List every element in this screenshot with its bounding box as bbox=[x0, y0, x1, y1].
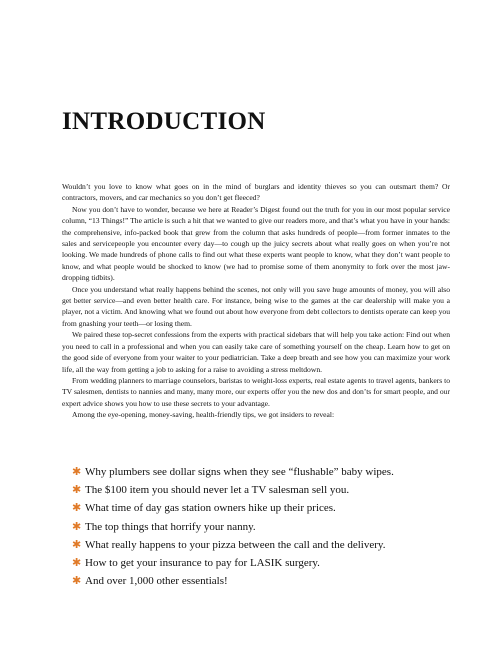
list-item-text: The top things that horrify your nanny. bbox=[85, 520, 256, 533]
list-item-text: What time of day gas station owners hike up their prices. bbox=[85, 502, 336, 515]
asterisk-star-icon: ✱ bbox=[72, 465, 82, 478]
asterisk-star-icon: ✱ bbox=[72, 574, 82, 588]
asterisk-star-icon: ✱ bbox=[72, 501, 82, 515]
asterisk-star-icon: ✱ bbox=[72, 537, 82, 551]
paragraph: Wouldn’t you love to know what goes on in the mind of burglars and identity thieves so you can outsmart them? Or contractors, movers, and car mechanics so you don’t get fleeced? bbox=[62, 182, 450, 203]
list-item-text: How to get your insurance to pay for LASIK surgery. bbox=[85, 557, 320, 570]
asterisk-star-icon: ✱ bbox=[72, 483, 82, 497]
list-item bbox=[72, 554, 452, 572]
body-text bbox=[62, 181, 450, 421]
list-item-text: What really happens to your pizza between the call and the delivery. bbox=[85, 538, 386, 551]
paragraph: Now you don’t have to wonder, because we here at Reader’s Digest found out the truth for you in our most popular service column, “13 Things!” The article is such a hit that we wanted to give our readers more, and that’s what you have in your hands: the comprehensive, info-packed book that grew from the column that asks hundreds of people—from former inmates to the sales and servicepeople you encounter every day—to cough up the juicy secrets about what really goes on when you’re not looking. We made hundreds of phone calls to find out what these experts want people to know, what they don’t want people to know, and what people would be shocked to know (we had to promise some of them anonymity to fork over the most jaw-dropping tidbits). bbox=[62, 204, 450, 283]
list-item-text: The $100 item you should never let a TV salesman sell you. bbox=[85, 484, 350, 497]
list-item bbox=[72, 518, 452, 536]
paragraph: Among the eye-opening, money-saving, health-friendly tips, we got insiders to reveal: bbox=[72, 410, 335, 420]
paragraph: From wedding planners to marriage counselors, baristas to weight-loss experts, real estate agents to travel agents, bankers to TV salesmen, dentists to nannies and many, many more, our experts offer you the new dos and don’ts for smart people, and our expert advice shows you how to use these secrets to your advantage. bbox=[62, 375, 450, 408]
list-item bbox=[72, 499, 452, 517]
list-item-text: Why plumbers see dollar signs when they see “flushable” baby wipes. bbox=[85, 466, 394, 478]
paragraph: Once you understand what really happens behind the scenes, not only will you save huge amounts of money, you will also get better service—and even better health care. For instance, being wise to the games at the car dealership will make you a player, not a victim. And knowing what we found out about how everyone from debt collectors to dentists operate can keep you from gnashing your teeth—or losing them. bbox=[62, 284, 450, 328]
list-item bbox=[72, 463, 452, 481]
asterisk-star-icon: ✱ bbox=[72, 519, 82, 533]
list-item-text: And over 1,000 other essentials! bbox=[85, 575, 228, 588]
asterisk-star-icon: ✱ bbox=[72, 556, 82, 570]
page-title: INTRODUCTION bbox=[62, 108, 266, 135]
list-item bbox=[72, 536, 452, 554]
paragraph: We paired these top-secret confessions from the experts with practical sidebars that will help you take action: Find out when you need to call in a professional and when you can easily take care of something yourself on the cheap. Learn how to get on the good side of everyone from your waiter to your pediatrician. Take a deep breath and see how you can maximize your work life, all the way from getting a job to asking for a raise to avoiding a stress meltdown. bbox=[62, 330, 450, 374]
bullet-list bbox=[72, 463, 452, 590]
list-item bbox=[72, 572, 452, 590]
list-item bbox=[72, 481, 452, 499]
